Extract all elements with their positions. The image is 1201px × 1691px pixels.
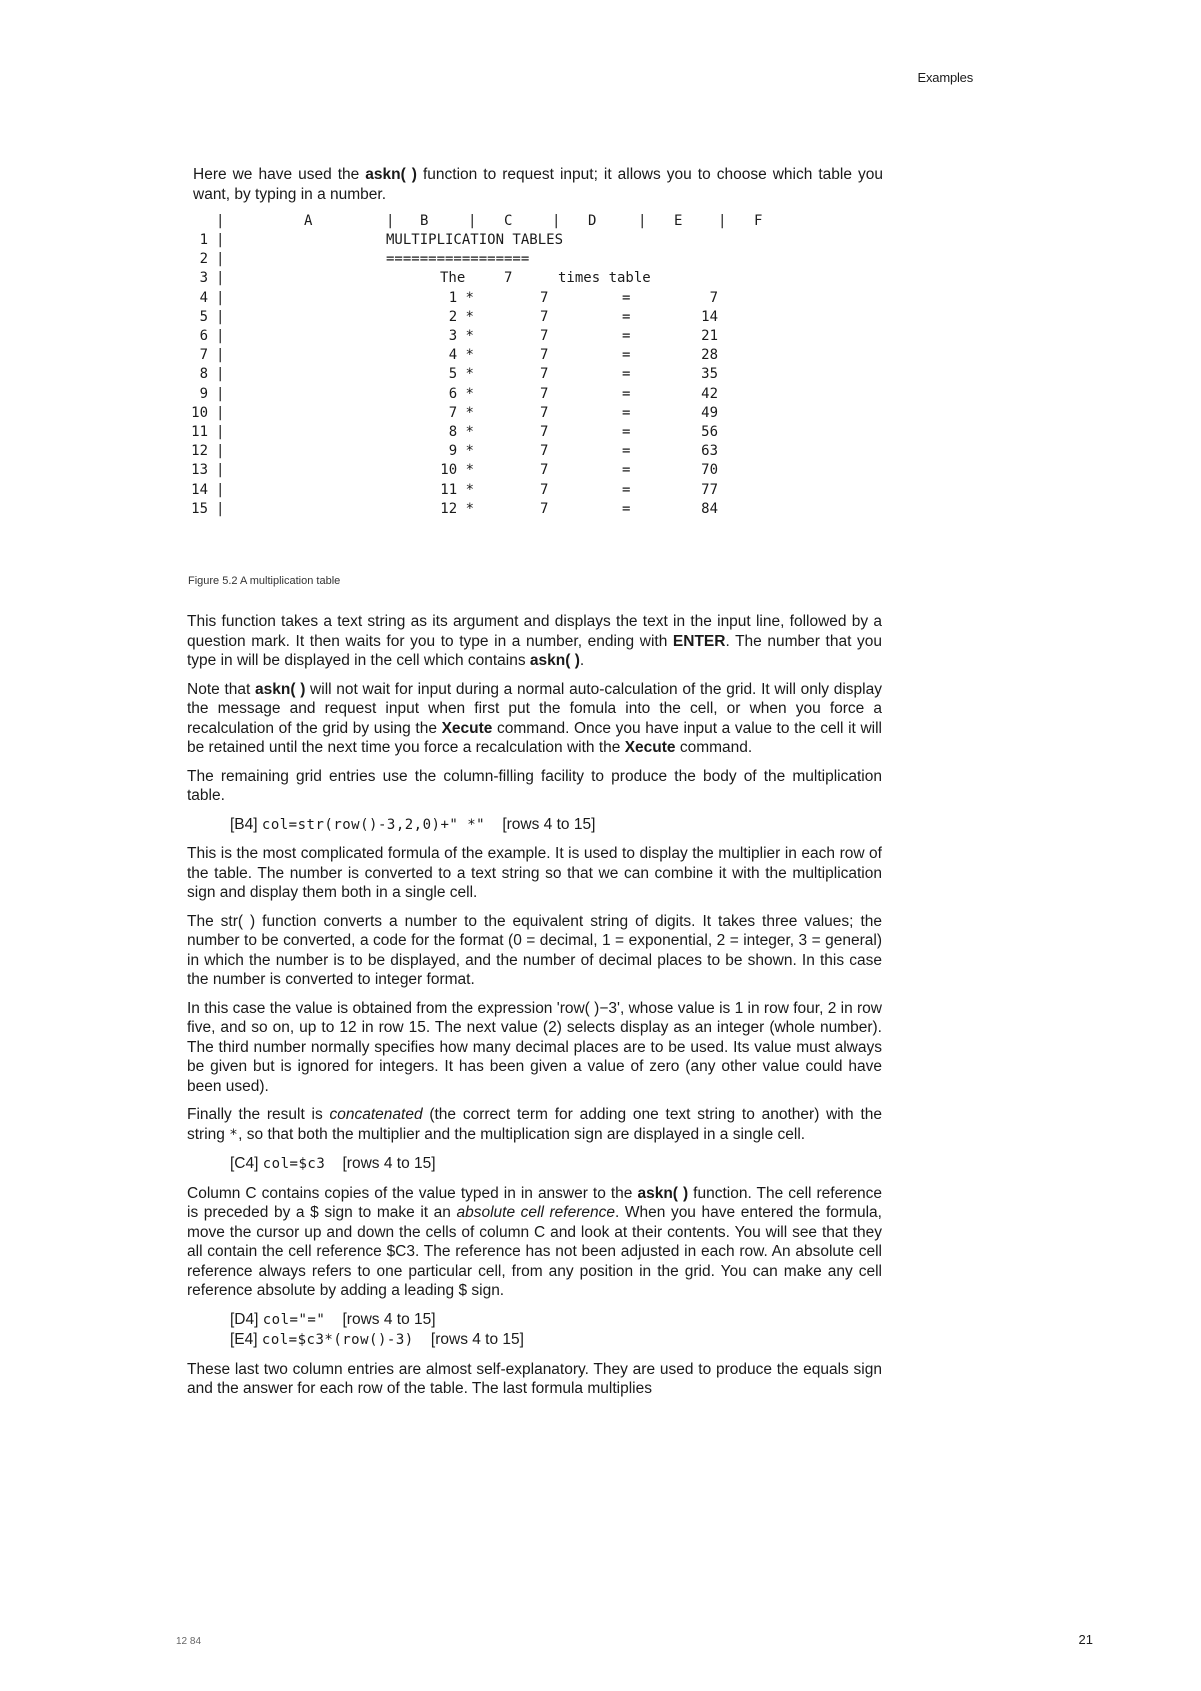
row3-times: times table: [558, 270, 651, 286]
paragraph: The remaining grid entries use the column-filling facility to produce the body of the multiplication table.: [187, 767, 882, 804]
value-cell: 7: [540, 462, 549, 479]
value-cell: 7: [540, 443, 549, 460]
row-number: 6: [199, 328, 208, 344]
multiplier-cell: 7 *: [448, 404, 474, 421]
row-separator: |: [216, 500, 225, 517]
intro-paragraph: Here we have used the askn( ) function to request input; it allows you to choose which table you want, by typing in a number.: [193, 166, 883, 203]
answer-cell: 7: [709, 289, 718, 306]
paragraph: The str( ) function converts a number to the equivalent string of digits. It takes three values; the number to be converted, a code for the format (0 = decimal, 1 = exponential, 2 = integer, 3 = general) in which the number is to be displayed, and the number of decimal places to be shown. In this case the number is converted to integer format.: [187, 912, 882, 988]
answer-cell: 77: [701, 481, 718, 498]
equals-cell: =: [622, 500, 631, 517]
row-separator: |: [216, 443, 225, 460]
col-header-e: E: [674, 213, 683, 229]
multiplier-cell: 10 *: [440, 462, 474, 479]
row-number: 15: [191, 500, 208, 517]
col-header-b: B: [420, 213, 429, 229]
value-cell: 7: [540, 481, 549, 498]
grid-title-underline: =================: [386, 251, 530, 267]
row3-the: The: [440, 270, 466, 286]
formula-block-d4-e4: [187, 1310, 882, 1351]
answer-cell: 49: [701, 404, 718, 421]
equals-cell: =: [622, 366, 631, 383]
row-separator: |: [216, 424, 225, 440]
value-cell: 7: [540, 347, 549, 364]
answer-cell: 28: [701, 347, 718, 364]
answer-cell: 63: [701, 443, 718, 460]
page-number: 21: [1078, 1632, 1093, 1647]
row-number: 7: [199, 347, 208, 364]
answer-cell: 56: [701, 424, 718, 440]
row-separator: |: [216, 347, 225, 364]
running-header: Examples: [917, 70, 973, 85]
row-separator: |: [216, 462, 225, 479]
answer-cell: 14: [701, 308, 718, 325]
equals-cell: =: [622, 347, 631, 364]
row-separator: |: [216, 366, 225, 383]
paragraph: These last two column entries are almost self-explanatory. They are used to produce the equals sign and the answer for each row of the table. The last formula multiplies: [187, 1360, 882, 1397]
col-separator: |: [638, 213, 647, 229]
value-cell: 7: [540, 289, 549, 306]
row-number: 10: [191, 404, 208, 421]
row-number: 2: [199, 251, 208, 268]
formula-e4: [E4] col=$c3*(row()-3) [rows 4 to 15]: [230, 1331, 524, 1348]
answer-cell: 35: [701, 366, 718, 383]
answer-cell: 84: [701, 500, 718, 517]
multiplier-cell: 12 *: [440, 500, 474, 517]
row-number: 1: [199, 232, 208, 248]
row-separator: |: [216, 289, 225, 306]
row-number: 4: [199, 289, 208, 306]
multiplier-cell: 2 *: [448, 308, 474, 325]
equals-cell: =: [622, 404, 631, 421]
equals-cell: =: [622, 308, 631, 325]
equals-cell: =: [622, 328, 631, 344]
row-separator: |: [216, 270, 225, 287]
paragraph: This is the most complicated formula of the example. It is used to display the multiplier in each row of the table. The number is converted to a text string so that we can combine it with the multiplication sign and display them both in a single cell.: [187, 845, 882, 901]
formula-c4: [C4] col=$c3 [rows 4 to 15]: [230, 1155, 436, 1172]
answer-cell: 21: [701, 328, 718, 344]
value-cell: 7: [540, 385, 549, 402]
formula-b4: [B4] col=str(row()-3,2,0)+" *" [rows 4 to 15]: [230, 815, 596, 833]
equals-cell: =: [622, 481, 631, 498]
row-number: 3: [199, 270, 208, 287]
col-separator: |: [552, 213, 561, 229]
formula-d4: [D4] col="=" [rows 4 to 15]: [230, 1310, 436, 1328]
col-separator: |: [718, 213, 727, 229]
multiplication-grid: [186, 213, 846, 557]
multiplier-cell: 3 *: [448, 328, 474, 344]
row-separator: |: [216, 328, 225, 344]
figure-caption: Figure 5.2 A multiplication table: [188, 575, 341, 587]
value-cell: 7: [540, 500, 549, 517]
row-separator: |: [216, 481, 225, 498]
col-header-f: F: [754, 213, 763, 229]
multiplier-cell: 11 *: [440, 481, 474, 498]
answer-cell: 70: [701, 462, 718, 479]
paragraph: Finally the result is concatenated (the correct term for adding one text string to another) with the string *, so that both the multiplier and the multiplication sign are displayed in a single cell.: [187, 1106, 882, 1143]
paragraph: Column C contains copies of the value typed in in answer to the askn( ) function. The cell reference is preceded by a $ sign to make it an absolute cell reference. When you have entered the formula, move the cursor up and down the cells of column C and look at their contents. You will see that they all contain the cell reference $C3. The reference has not been adjusted in each row. An absolute cell reference always refers to one particular cell, from any position in the grid. You can make any cell reference absolute by adding a leading $ sign.: [187, 1184, 882, 1299]
answer-cell: 42: [701, 385, 718, 402]
row3-number: 7: [504, 270, 513, 286]
row-number: 8: [199, 366, 208, 383]
row-separator: |: [216, 308, 225, 325]
col-separator: |: [386, 213, 395, 229]
equals-cell: =: [622, 289, 631, 306]
multiplier-cell: 4 *: [448, 347, 474, 364]
paragraph: In this case the value is obtained from the expression 'row( )−3', whose value is 1 in row four, 2 in row five, and so on, up to 12 in row 15. The next value (2) selects display as an integer (whole number). The third number normally specifies how many decimal places are to be used. Its value must always be given but is ignored for integers. It has been given a value of zero (any other value could have been used).: [187, 999, 882, 1095]
paragraph: This function takes a text string as its argument and displays the text in the input line, followed by a question mark. It then waits for you to type in a number, ending with ENTER. The number that you type in will be displayed in the cell which contains askn( ).: [187, 613, 882, 669]
row-number: 9: [199, 385, 208, 402]
multiplier-cell: 5 *: [448, 366, 474, 383]
col-header-a: A: [304, 213, 313, 229]
col-separator: |: [468, 213, 477, 229]
grid-title: MULTIPLICATION TABLES: [386, 232, 564, 248]
paragraph: Note that askn( ) will not wait for input during a normal auto-calculation of the grid. It will only display the message and request input when first put the fomula into the cell, or when you force a recalculation of the grid by using the Xecute command. Once you have input a value to the cell it will be retained until the next time you force a recalculation with the Xecute command.: [187, 680, 882, 756]
row-number: 14: [191, 481, 208, 498]
multiplier-cell: 8 *: [448, 424, 474, 440]
value-cell: 7: [540, 328, 549, 344]
row-separator: |: [216, 213, 225, 229]
equals-cell: =: [622, 424, 631, 440]
row-number: 13: [191, 462, 208, 479]
value-cell: 7: [540, 308, 549, 325]
equals-cell: =: [622, 443, 631, 460]
row-number: 5: [199, 308, 208, 325]
value-cell: 7: [540, 424, 549, 440]
col-header-c: C: [504, 213, 513, 229]
footer-code: 12 84: [176, 1636, 202, 1647]
row-separator: |: [216, 404, 225, 421]
row-separator: |: [216, 251, 225, 268]
row-separator: |: [216, 232, 225, 248]
equals-cell: =: [622, 462, 631, 479]
row-separator: |: [216, 385, 225, 402]
multiplier-cell: 6 *: [448, 385, 474, 402]
multiplier-cell: 1 *: [448, 289, 474, 306]
equals-cell: =: [622, 385, 631, 402]
value-cell: 7: [540, 404, 549, 421]
col-header-d: D: [588, 213, 597, 229]
row-number: 11: [191, 424, 208, 440]
value-cell: 7: [540, 366, 549, 383]
multiplier-cell: 9 *: [448, 443, 474, 460]
row-number: 12: [191, 443, 208, 460]
main-text: [187, 612, 882, 1408]
